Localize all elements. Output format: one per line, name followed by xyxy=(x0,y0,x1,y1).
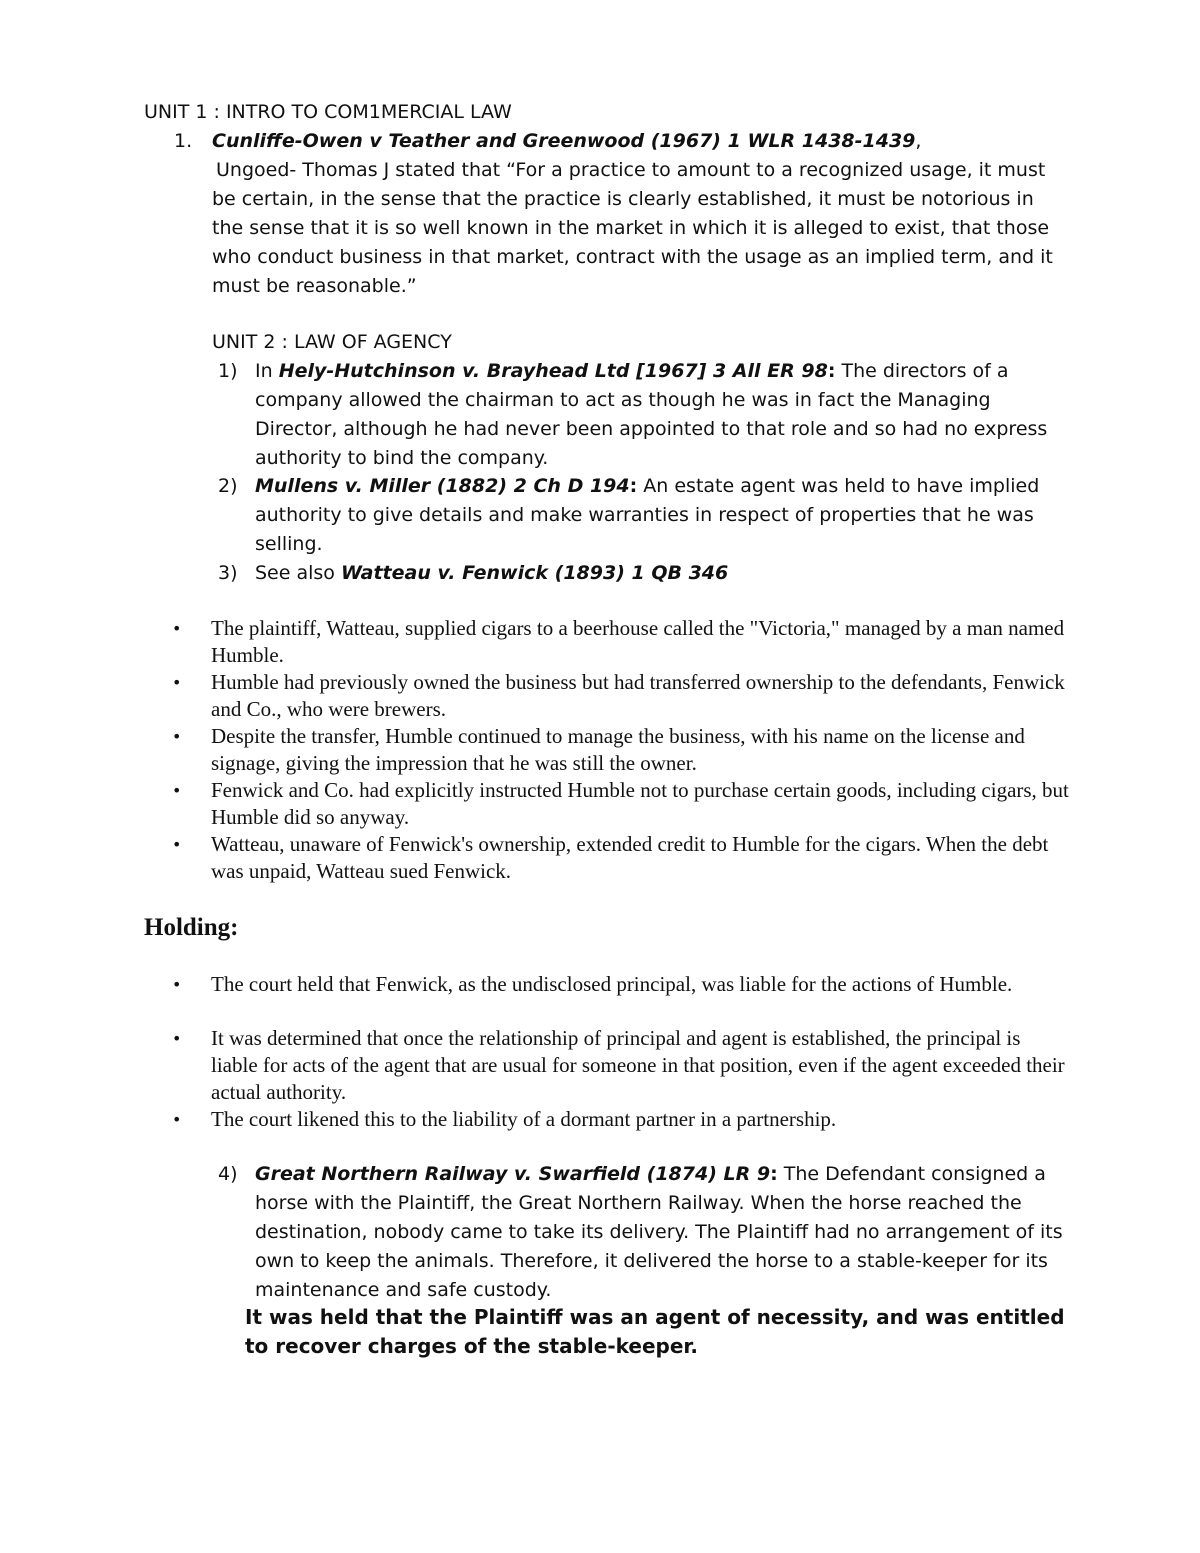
item4-number: 4) xyxy=(218,1163,238,1185)
holding-heading: Holding: xyxy=(144,914,239,941)
unit2-item1-separator: : xyxy=(827,360,836,382)
bullet-icon: • xyxy=(172,835,182,854)
facts-bullet-1-text: The plaintiff, Watteau, supplied cigars to a beerhouse called the "Victoria," managed by a man named Humble. xyxy=(211,616,1065,667)
unit2-item3-prefix: See also xyxy=(255,562,341,584)
holding-bullet-3-text: The court likened this to the liability of a dormant partner in a partnership. xyxy=(211,1107,837,1131)
unit2-item2-case-name: Mullens v. Miller (1882) 2 Ch D 194 xyxy=(255,475,630,497)
unit2-item1 xyxy=(255,357,1065,473)
bullet-icon: • xyxy=(172,727,182,746)
facts-bullet-4-text: Fenwick and Co. had explicitly instructed Humble not to purchase certain goods, including cigars, but Humble did so anyway. xyxy=(211,778,1069,829)
unit2-item1-prefix: In xyxy=(255,360,279,382)
item4-conclusion: It was held that the Plaintiff was an agent of necessity, and was entitled to recover charges of the stable-keeper. xyxy=(245,1305,1065,1358)
unit2-item1-case-name: Hely-Hutchinson v. Brayhead Ltd [1967] 3 All ER 98 xyxy=(278,360,828,382)
unit2-item2 xyxy=(255,472,1055,559)
facts-bullet-3-text: Despite the transfer, Humble continued to manage the business, with his name on the license and signage, giving the impression that he was still the owner. xyxy=(211,724,1025,775)
unit2-item1-number: 1) xyxy=(218,360,238,382)
unit1-case-name: Cunliffe-Owen v Teather and Greenwood (1967) 1 WLR 1438-1439 xyxy=(212,130,916,152)
bullet-icon: • xyxy=(172,975,182,994)
unit2-heading: UNIT 2 : LAW OF AGENCY xyxy=(212,331,452,353)
unit1-case-suffix: , xyxy=(915,130,922,152)
bullet-icon: • xyxy=(172,673,182,692)
unit2-item3 xyxy=(255,559,1055,588)
bullet-icon: • xyxy=(172,781,182,800)
unit2-item2-text: An estate agent was held to have implied authority to give details and make warranties in respect of properties that he was selling. xyxy=(255,475,1040,555)
facts-bullet-2-text: Humble had previously owned the business but had transferred ownership to the defendants, Fenwick and Co., who were brewers. xyxy=(211,670,1065,721)
unit2-item3-number: 3) xyxy=(218,562,238,584)
bullet-icon: • xyxy=(172,619,182,638)
item4-separator: : xyxy=(770,1163,778,1185)
unit1-body: Ungoed- Thomas J stated that “For a practice to amount to a recognized usage, it must be certain, in the sense that the practice is clearly established, it must be notorious in the sense that it is so well known in the market in which it is alleged to exist, that those who conduct business in that market, contract with the usage as an implied term, and it must be reasonable.” xyxy=(212,159,1053,297)
bullet-icon: • xyxy=(172,1029,182,1048)
item4-case-name: Great Northern Railway v. Swarfield (1874) LR 9 xyxy=(255,1163,771,1185)
item4-text: The Defendant consigned a horse with the Plaintiff, the Great Northern Railway. When the horse reached the destination, nobody came to take its delivery. The Plaintiff had no arrangement of its own to keep the animals. Therefore, it delivered the horse to a stable-keeper for its maintenance and safe custody. xyxy=(255,1163,1063,1301)
unit2-item1-text: The directors of a company allowed the chairman to act as though he was in fact the Managing Director, although he had never been appointed to that role and so had no express authority to bind the company. xyxy=(255,360,1048,469)
holding-bullet-2-text: It was determined that once the relationship of principal and agent is established, the principal is liable for acts of the agent that are usual for someone in that position, even if the agent exceeded their actual authority. xyxy=(211,1026,1065,1104)
holding-bullet-1-text: The court held that Fenwick, as the undisclosed principal, was liable for the actions of Humble. xyxy=(211,972,1013,996)
facts-bullet-5-text: Watteau, unaware of Fenwick's ownership, extended credit to Humble for the cigars. When the debt was unpaid, Watteau sued Fenwick. xyxy=(211,832,1049,883)
unit1-item-number: 1. xyxy=(174,130,193,152)
unit1-case-line xyxy=(212,127,1072,156)
bullet-icon: • xyxy=(172,1110,182,1129)
unit2-item3-case-name: Watteau v. Fenwick (1893) 1 QB 346 xyxy=(340,562,729,584)
unit1-heading: UNIT 1 : INTRO TO COM1MERCIAL LAW xyxy=(144,101,512,123)
item4 xyxy=(255,1160,1065,1305)
unit2-item2-separator: : xyxy=(629,475,638,497)
unit2-item2-number: 2) xyxy=(218,475,238,497)
